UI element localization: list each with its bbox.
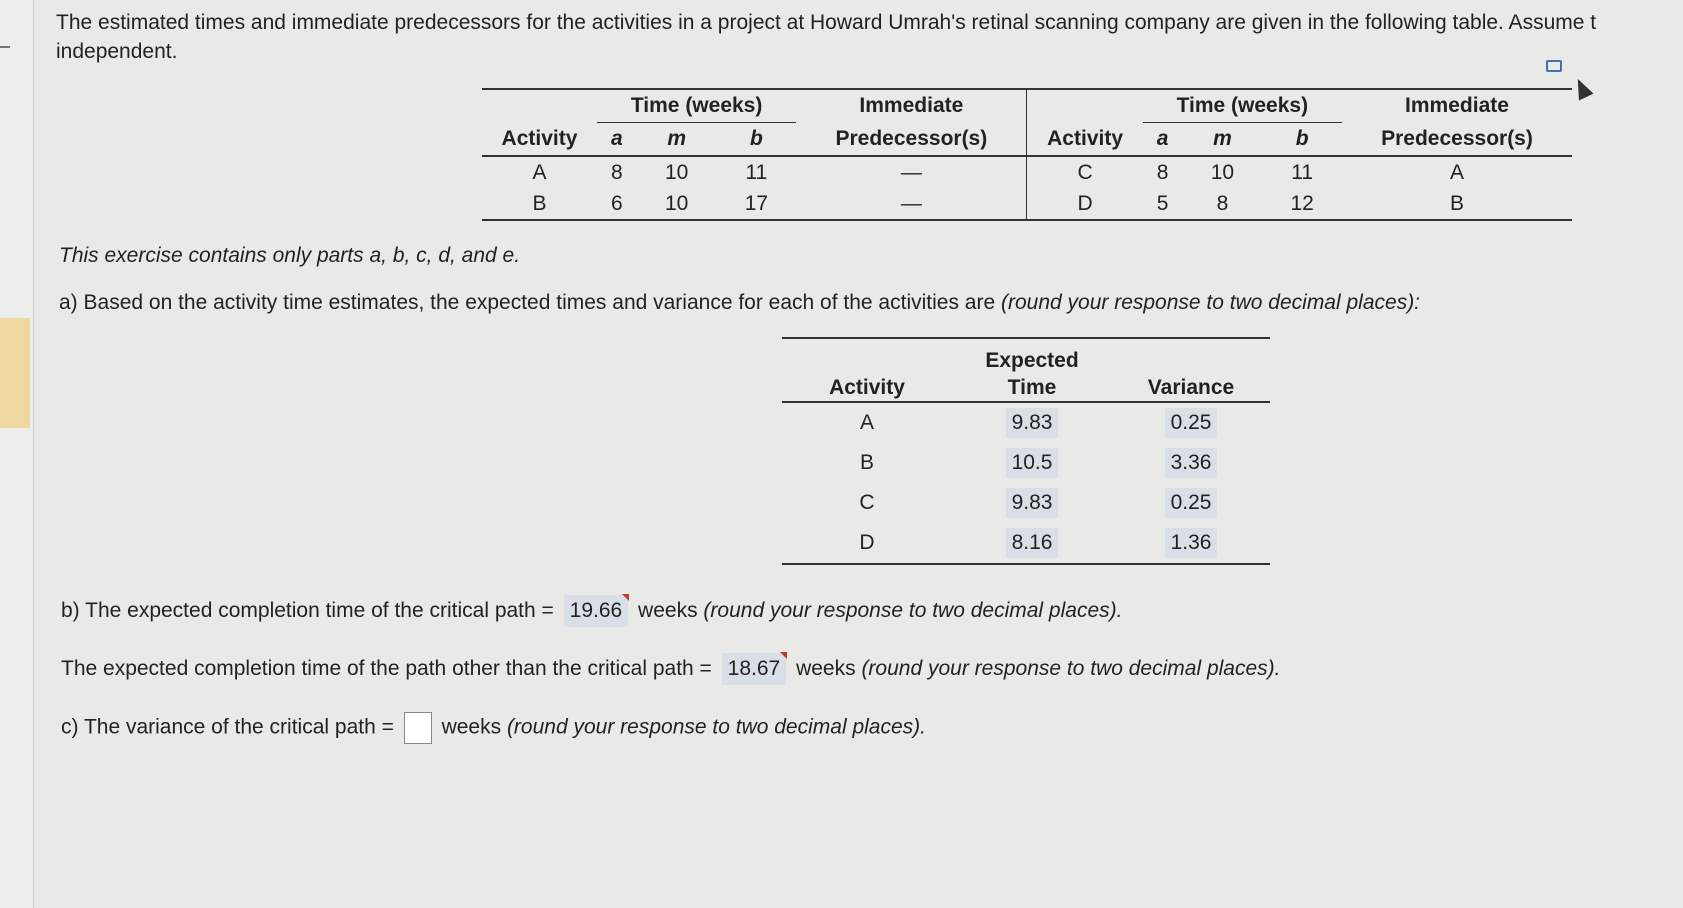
incorrect-flag-icon bbox=[780, 652, 787, 659]
activity-data-table bbox=[482, 88, 1572, 221]
immediate-header-2: Immediate bbox=[1342, 89, 1572, 123]
predecessor-header: Predecessor(s) bbox=[796, 123, 1027, 157]
variance-input[interactable]: 1.36 bbox=[1165, 528, 1218, 558]
activity-header: Activity bbox=[482, 123, 597, 157]
part-b2-line: The expected completion time of the path other than the critical path = 18.67 weeks (round your response to two decimal places). bbox=[61, 653, 1280, 685]
a-header: a bbox=[597, 123, 637, 157]
a-header-2: a bbox=[1143, 123, 1183, 157]
b-header: b bbox=[717, 123, 797, 157]
m-header: m bbox=[637, 123, 717, 157]
expected-time-table bbox=[782, 337, 1270, 565]
expected-time-input[interactable]: 9.83 bbox=[1006, 488, 1059, 518]
table-row: D 8.16 1.36 bbox=[782, 523, 1270, 564]
mouse-cursor-icon bbox=[1571, 76, 1594, 101]
intro-line-1: The estimated times and immediate predecessors for the activities in a project at Howard Umrah's retinal scanning company are given in the following table. Assume t bbox=[56, 11, 1597, 34]
b-header-2: b bbox=[1262, 123, 1342, 157]
part-b-line: b) The expected completion time of the critical path = 19.66 weeks (round your response to two decimal places). bbox=[61, 595, 1122, 627]
time-weeks-header: Time (weeks) bbox=[597, 89, 796, 123]
exercise-note: This exercise contains only parts a, b, c, d, and e. bbox=[59, 244, 521, 267]
table-row: B 6 10 17 — D 5 8 12 B bbox=[482, 188, 1572, 220]
intro-line-2: independent. bbox=[56, 40, 178, 63]
m-header-2: m bbox=[1183, 123, 1263, 157]
critical-path-time-input[interactable]: 19.66 bbox=[564, 595, 629, 627]
table-row: C 9.83 0.25 bbox=[782, 483, 1270, 523]
expected-time-input[interactable]: 10.5 bbox=[1006, 448, 1059, 478]
immediate-header: Immediate bbox=[796, 89, 1027, 123]
intro-text bbox=[56, 8, 1676, 66]
left-gutter bbox=[0, 0, 34, 908]
part-c-line: c) The variance of the critical path = weeks (round your response to two decimal places). bbox=[61, 712, 926, 744]
variance-input[interactable]: 3.36 bbox=[1165, 448, 1218, 478]
exp-time-header: Expected Time bbox=[952, 338, 1112, 402]
part-a-text: a) Based on the activity time estimates, the expected times and variance for each of the activities are (round your response to two decimal places): bbox=[59, 291, 1421, 314]
other-path-time-input[interactable]: 18.67 bbox=[722, 653, 787, 685]
expand-icon[interactable] bbox=[1546, 60, 1562, 72]
variance-header: Variance bbox=[1112, 338, 1270, 402]
variance-input[interactable]: 0.25 bbox=[1165, 408, 1218, 438]
time-weeks-header-2: Time (weeks) bbox=[1143, 89, 1342, 123]
table-row: A 8 10 11 — C 8 10 11 A bbox=[482, 156, 1572, 188]
incorrect-flag-icon bbox=[622, 594, 629, 601]
table-row: B 10.5 3.36 bbox=[782, 443, 1270, 483]
variance-input[interactable]: 0.25 bbox=[1165, 488, 1218, 518]
critical-path-variance-input[interactable] bbox=[404, 712, 432, 744]
exp-activity-header: Activity bbox=[782, 338, 952, 402]
predecessor-header-2: Predecessor(s) bbox=[1342, 123, 1572, 157]
side-tab[interactable] bbox=[0, 318, 30, 428]
expected-time-input[interactable]: 8.16 bbox=[1006, 528, 1059, 558]
gutter-mark bbox=[0, 46, 10, 48]
table-row: A 9.83 0.25 bbox=[782, 402, 1270, 443]
activity-header-2: Activity bbox=[1027, 123, 1143, 157]
expected-time-input[interactable]: 9.83 bbox=[1006, 408, 1059, 438]
